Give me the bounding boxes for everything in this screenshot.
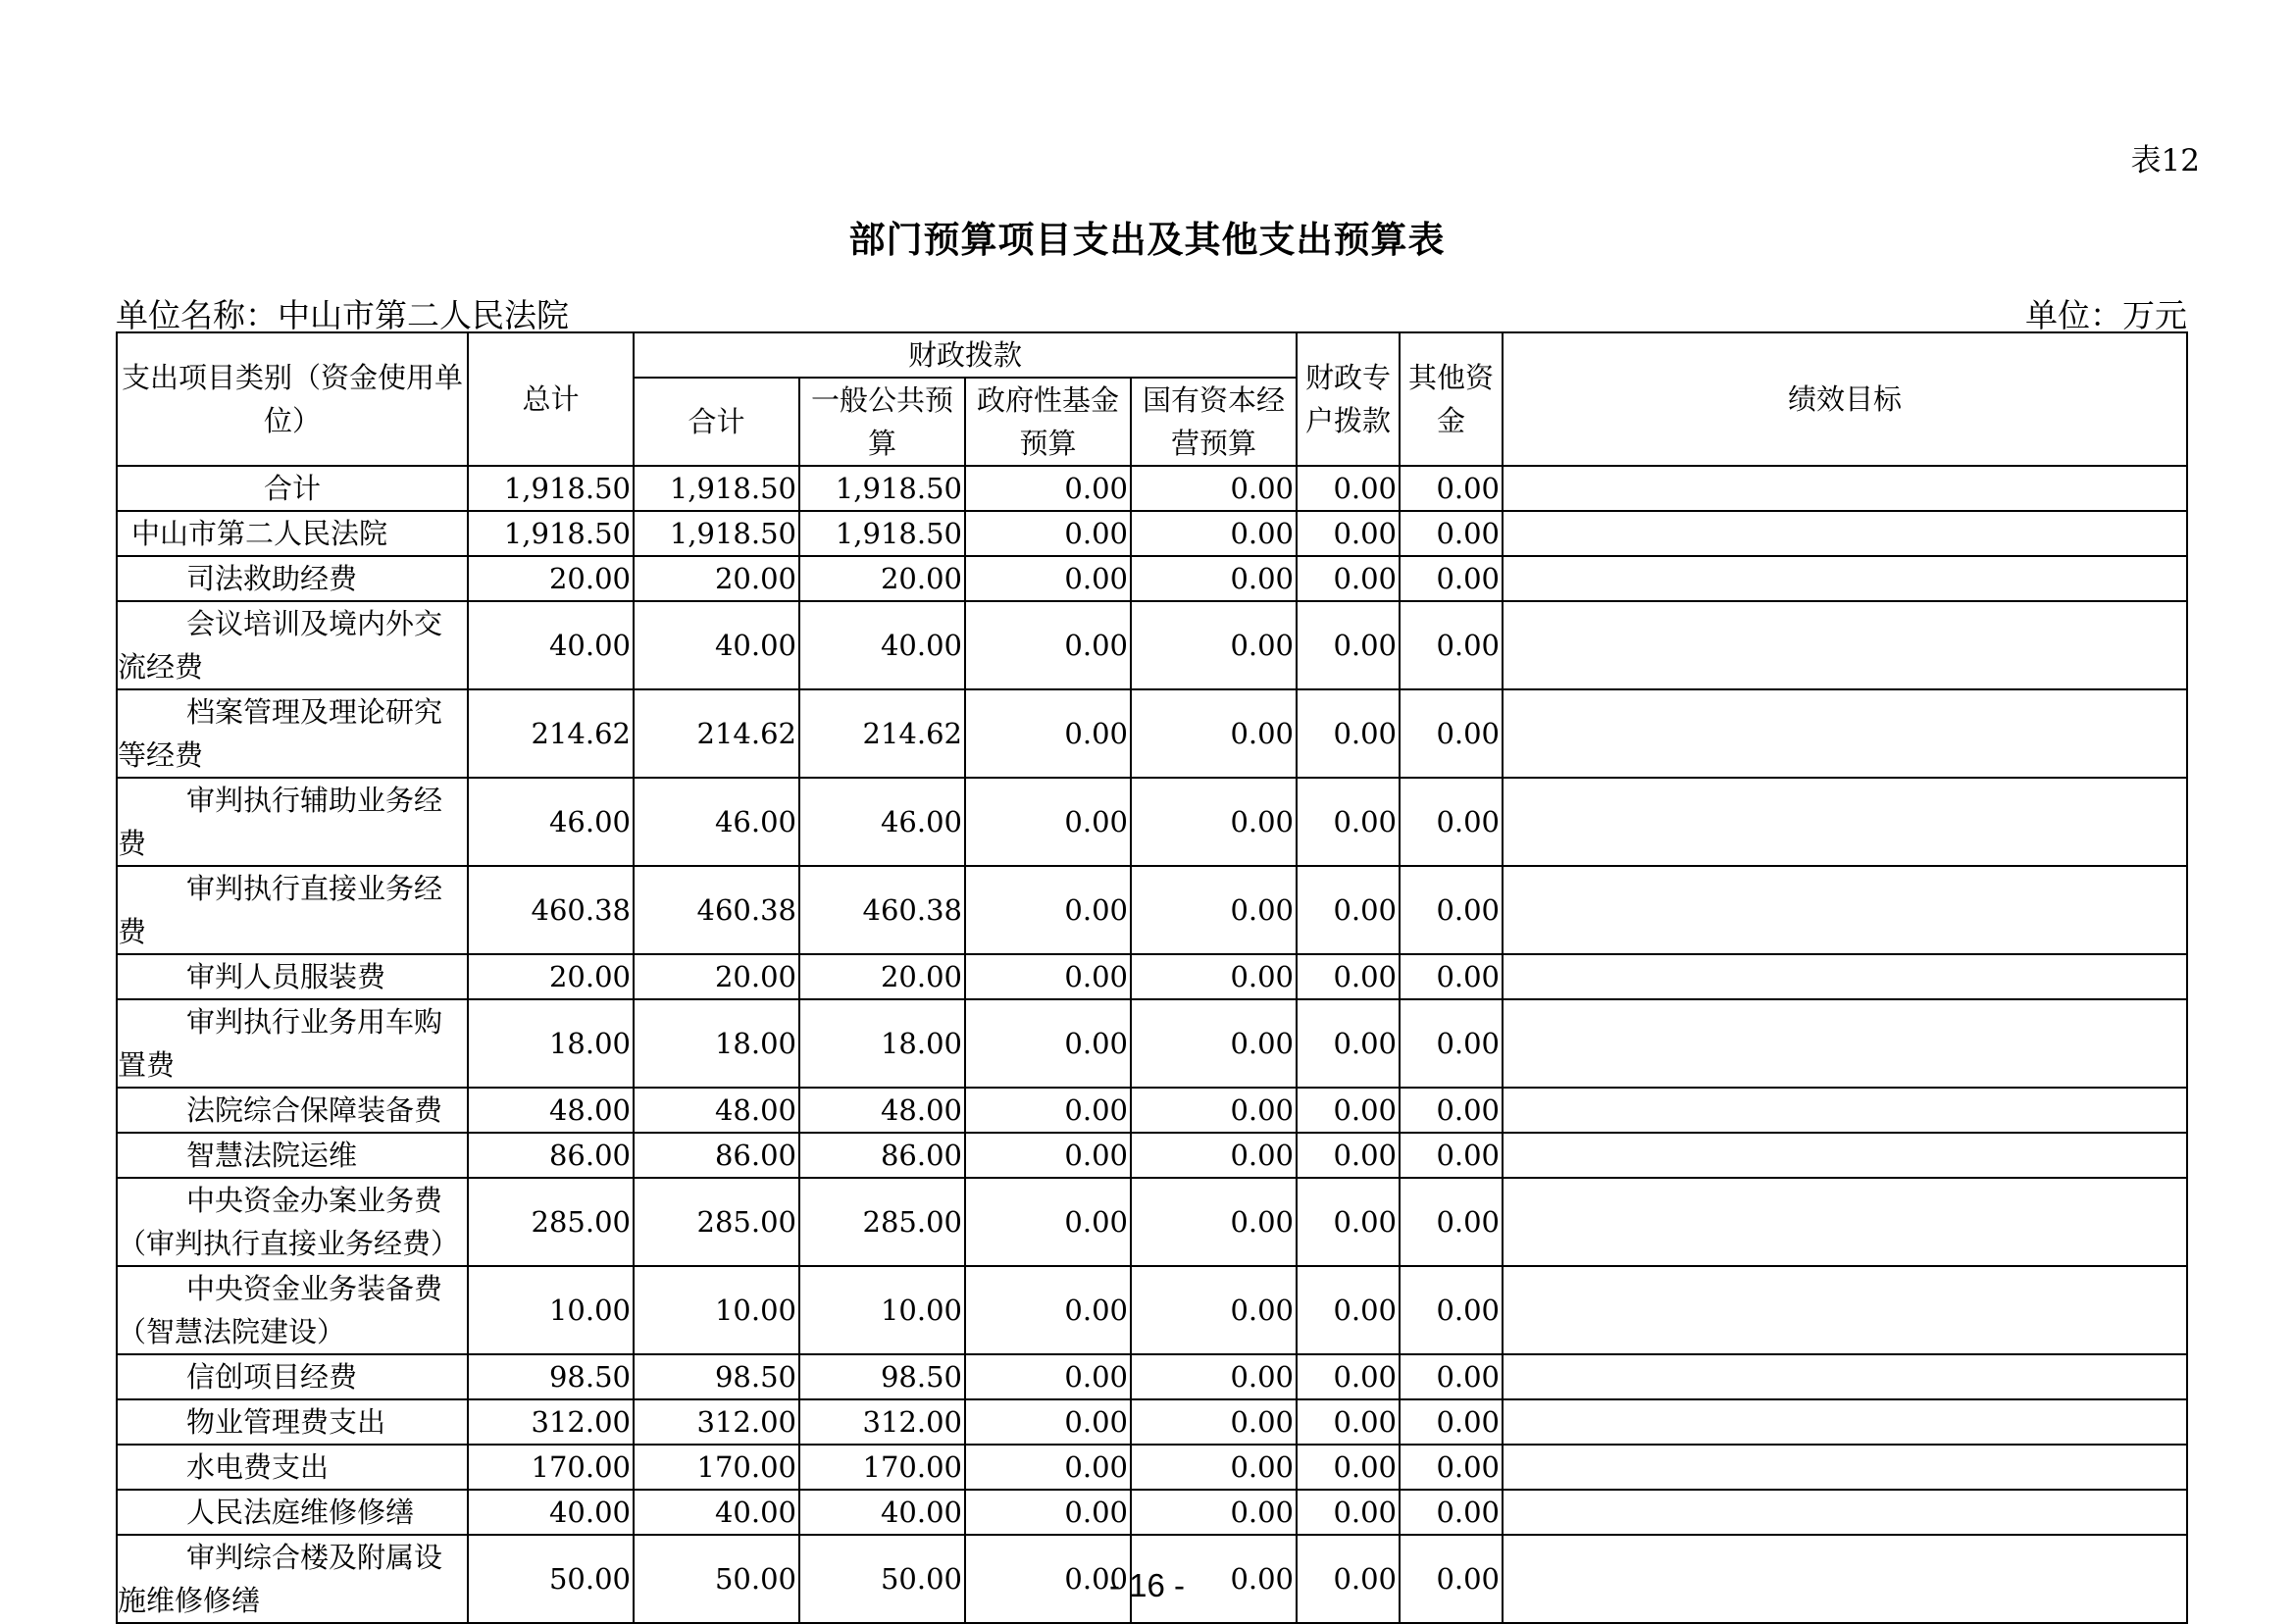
cell-general: 18.00	[799, 999, 965, 1088]
cell-capital: 0.00	[1131, 999, 1297, 1088]
cell-total: 20.00	[468, 954, 634, 999]
cell-performance-goal	[1503, 466, 2187, 511]
cell-capital: 0.00	[1131, 1490, 1297, 1535]
table-row	[117, 866, 2187, 954]
cell-sum: 40.00	[634, 601, 799, 689]
cell-general: 285.00	[799, 1178, 965, 1266]
cell-total: 460.38	[468, 866, 634, 954]
row-category-name: 水电费支出	[117, 1445, 468, 1490]
header-general-budget: 一般公共预算	[799, 378, 965, 466]
cell-general: 86.00	[799, 1133, 965, 1178]
cell-total: 98.50	[468, 1354, 634, 1399]
cell-general: 170.00	[799, 1445, 965, 1490]
cell-total: 170.00	[468, 1445, 634, 1490]
table-row	[117, 1178, 2187, 1266]
cell-special: 0.00	[1297, 1133, 1400, 1178]
cell-performance-goal	[1503, 1490, 2187, 1535]
cell-performance-goal	[1503, 511, 2187, 556]
cell-sum: 40.00	[634, 1490, 799, 1535]
cell-other: 0.00	[1400, 556, 1503, 601]
cell-sum: 20.00	[634, 556, 799, 601]
cell-total: 86.00	[468, 1133, 634, 1178]
cell-total: 1,918.50	[468, 466, 634, 511]
cell-sum: 18.00	[634, 999, 799, 1088]
cell-performance-goal	[1503, 689, 2187, 778]
row-category-name: 中央资金办案业务费（审判执行直接业务经费）	[117, 1178, 468, 1266]
cell-sum: 20.00	[634, 954, 799, 999]
table-row	[117, 689, 2187, 778]
cell-fund: 0.00	[965, 954, 1131, 999]
cell-capital: 0.00	[1131, 689, 1297, 778]
row-category-name: 物业管理费支出	[117, 1399, 468, 1445]
cell-general: 312.00	[799, 1399, 965, 1445]
cell-capital: 0.00	[1131, 954, 1297, 999]
cell-total: 214.62	[468, 689, 634, 778]
cell-sum: 86.00	[634, 1133, 799, 1178]
cell-capital: 0.00	[1131, 778, 1297, 866]
cell-performance-goal	[1503, 1178, 2187, 1266]
row-category-name: 合计	[117, 466, 468, 511]
cell-performance-goal	[1503, 556, 2187, 601]
cell-fund: 0.00	[965, 1535, 1131, 1623]
row-category-name: 人民法庭维修修缮	[117, 1490, 468, 1535]
cell-other: 0.00	[1400, 778, 1503, 866]
cell-fund: 0.00	[965, 866, 1131, 954]
cell-total: 18.00	[468, 999, 634, 1088]
header-state-capital: 国有资本经营预算	[1131, 378, 1297, 466]
row-category-name: 档案管理及理论研究等经费	[117, 689, 468, 778]
cell-general: 214.62	[799, 689, 965, 778]
cell-total: 285.00	[468, 1178, 634, 1266]
cell-sum: 50.00	[634, 1535, 799, 1623]
cell-performance-goal	[1503, 1266, 2187, 1354]
cell-sum: 46.00	[634, 778, 799, 866]
row-category-name: 中山市第二人民法院	[117, 511, 468, 556]
cell-sum: 460.38	[634, 866, 799, 954]
cell-general: 40.00	[799, 601, 965, 689]
cell-performance-goal	[1503, 954, 2187, 999]
cell-capital: 0.00	[1131, 1354, 1297, 1399]
cell-special: 0.00	[1297, 1178, 1400, 1266]
cell-general: 48.00	[799, 1088, 965, 1133]
cell-other: 0.00	[1400, 1088, 1503, 1133]
cell-capital: 0.00	[1131, 511, 1297, 556]
table-number: 表12	[2130, 143, 2200, 178]
cell-special: 0.00	[1297, 999, 1400, 1088]
cell-general: 50.00	[799, 1535, 965, 1623]
cell-general: 1,918.50	[799, 511, 965, 556]
table-row	[117, 1445, 2187, 1490]
cell-general: 10.00	[799, 1266, 965, 1354]
cell-other: 0.00	[1400, 511, 1503, 556]
cell-special: 0.00	[1297, 1399, 1400, 1445]
cell-sum: 98.50	[634, 1354, 799, 1399]
header-performance: 绩效目标	[1503, 332, 2187, 466]
cell-total: 10.00	[468, 1266, 634, 1354]
cell-performance-goal	[1503, 1088, 2187, 1133]
cell-sum: 214.62	[634, 689, 799, 778]
cell-capital: 0.00	[1131, 1266, 1297, 1354]
cell-other: 0.00	[1400, 1535, 1503, 1623]
table-row	[117, 511, 2187, 556]
cell-sum: 170.00	[634, 1445, 799, 1490]
cell-other: 0.00	[1400, 1178, 1503, 1266]
row-category-name: 审判执行辅助业务经费	[117, 778, 468, 866]
row-category-name: 审判人员服装费	[117, 954, 468, 999]
cell-total: 40.00	[468, 601, 634, 689]
cell-performance-goal	[1503, 999, 2187, 1088]
cell-other: 0.00	[1400, 1133, 1503, 1178]
cell-capital: 0.00	[1131, 1088, 1297, 1133]
cell-fund: 0.00	[965, 466, 1131, 511]
cell-special: 0.00	[1297, 1535, 1400, 1623]
cell-special: 0.00	[1297, 1354, 1400, 1399]
table-row	[117, 601, 2187, 689]
header-special-account: 财政专户拨款	[1297, 332, 1400, 466]
cell-special: 0.00	[1297, 954, 1400, 999]
header-total: 总计	[468, 332, 634, 466]
cell-total: 1,918.50	[468, 511, 634, 556]
page-title: 部门预算项目支出及其他支出预算表	[848, 218, 1446, 261]
cell-other: 0.00	[1400, 999, 1503, 1088]
table-row	[117, 954, 2187, 999]
cell-capital: 0.00	[1131, 1133, 1297, 1178]
cell-fund: 0.00	[965, 556, 1131, 601]
cell-fund: 0.00	[965, 1399, 1131, 1445]
cell-performance-goal	[1503, 1354, 2187, 1399]
row-category-name: 中央资金业务装备费（智慧法院建设）	[117, 1266, 468, 1354]
table-body	[117, 466, 2187, 1623]
cell-performance-goal	[1503, 778, 2187, 866]
cell-other: 0.00	[1400, 689, 1503, 778]
cell-fund: 0.00	[965, 1178, 1131, 1266]
cell-other: 0.00	[1400, 1354, 1503, 1399]
cell-fund: 0.00	[965, 778, 1131, 866]
cell-total: 46.00	[468, 778, 634, 866]
cell-other: 0.00	[1400, 1266, 1503, 1354]
cell-performance-goal	[1503, 866, 2187, 954]
cell-fund: 0.00	[965, 1266, 1131, 1354]
cell-special: 0.00	[1297, 1445, 1400, 1490]
cell-general: 46.00	[799, 778, 965, 866]
cell-capital: 0.00	[1131, 556, 1297, 601]
row-category-name: 智慧法院运维	[117, 1133, 468, 1178]
cell-special: 0.00	[1297, 601, 1400, 689]
cell-special: 0.00	[1297, 556, 1400, 601]
cell-other: 0.00	[1400, 954, 1503, 999]
cell-sum: 1,918.50	[634, 511, 799, 556]
currency-unit-label: 单位：万元	[2025, 296, 2187, 334]
cell-capital: 0.00	[1131, 1399, 1297, 1445]
table-row	[117, 778, 2187, 866]
cell-other: 0.00	[1400, 466, 1503, 511]
cell-performance-goal	[1503, 1133, 2187, 1178]
page-number: - 16 -	[1108, 1567, 1186, 1603]
header-category: 支出项目类别（资金使用单位）	[117, 332, 468, 466]
cell-general: 1,918.50	[799, 466, 965, 511]
cell-other: 0.00	[1400, 1399, 1503, 1445]
table-row	[117, 556, 2187, 601]
cell-special: 0.00	[1297, 511, 1400, 556]
cell-capital: 0.00	[1131, 1178, 1297, 1266]
cell-general: 20.00	[799, 556, 965, 601]
cell-sum: 10.00	[634, 1266, 799, 1354]
header-fiscal-group: 财政拨款	[634, 332, 1297, 378]
table-row	[117, 1088, 2187, 1133]
row-category-name: 审判执行直接业务经费	[117, 866, 468, 954]
header-fund-budget: 政府性基金预算	[965, 378, 1131, 466]
table-row	[117, 999, 2187, 1088]
header-fiscal-sum: 合计	[634, 378, 799, 466]
row-category-name: 审判执行业务用车购置费	[117, 999, 468, 1088]
cell-fund: 0.00	[965, 601, 1131, 689]
cell-sum: 1,918.50	[634, 466, 799, 511]
cell-capital: 0.00	[1131, 1535, 1297, 1623]
cell-general: 98.50	[799, 1354, 965, 1399]
cell-capital: 0.00	[1131, 601, 1297, 689]
cell-total: 48.00	[468, 1088, 634, 1133]
cell-fund: 0.00	[965, 1354, 1131, 1399]
cell-fund: 0.00	[965, 1445, 1131, 1490]
cell-total: 312.00	[468, 1399, 634, 1445]
cell-special: 0.00	[1297, 689, 1400, 778]
table-row	[117, 1490, 2187, 1535]
cell-sum: 312.00	[634, 1399, 799, 1445]
cell-performance-goal	[1503, 1399, 2187, 1445]
cell-general: 20.00	[799, 954, 965, 999]
cell-fund: 0.00	[965, 1133, 1131, 1178]
cell-other: 0.00	[1400, 601, 1503, 689]
row-category-name: 审判综合楼及附属设施维修修缮	[117, 1535, 468, 1623]
cell-sum: 285.00	[634, 1178, 799, 1266]
cell-fund: 0.00	[965, 689, 1131, 778]
cell-special: 0.00	[1297, 466, 1400, 511]
cell-capital: 0.00	[1131, 466, 1297, 511]
cell-total: 40.00	[468, 1490, 634, 1535]
unit-name-label: 单位名称：中山市第二人民法院	[116, 296, 569, 334]
cell-total: 20.00	[468, 556, 634, 601]
cell-other: 0.00	[1400, 1445, 1503, 1490]
cell-capital: 0.00	[1131, 1445, 1297, 1490]
cell-special: 0.00	[1297, 866, 1400, 954]
cell-special: 0.00	[1297, 778, 1400, 866]
table-row	[117, 1399, 2187, 1445]
table-row	[117, 1354, 2187, 1399]
table-row	[117, 1266, 2187, 1354]
row-category-name: 法院综合保障装备费	[117, 1088, 468, 1133]
cell-other: 0.00	[1400, 1490, 1503, 1535]
row-category-name: 司法救助经费	[117, 556, 468, 601]
cell-special: 0.00	[1297, 1490, 1400, 1535]
cell-fund: 0.00	[965, 1088, 1131, 1133]
cell-performance-goal	[1503, 1445, 2187, 1490]
cell-sum: 48.00	[634, 1088, 799, 1133]
cell-capital: 0.00	[1131, 866, 1297, 954]
table-row	[117, 1133, 2187, 1178]
cell-special: 0.00	[1297, 1088, 1400, 1133]
header-other-funds: 其他资金	[1400, 332, 1503, 466]
row-category-name: 信创项目经费	[117, 1354, 468, 1399]
cell-general: 460.38	[799, 866, 965, 954]
cell-other: 0.00	[1400, 866, 1503, 954]
cell-fund: 0.00	[965, 511, 1131, 556]
cell-special: 0.00	[1297, 1266, 1400, 1354]
cell-general: 40.00	[799, 1490, 965, 1535]
cell-total: 50.00	[468, 1535, 634, 1623]
table-header	[117, 332, 2187, 466]
budget-table	[116, 331, 2188, 1624]
cell-fund: 0.00	[965, 999, 1131, 1088]
cell-performance-goal	[1503, 601, 2187, 689]
cell-fund: 0.00	[965, 1490, 1131, 1535]
table-row	[117, 466, 2187, 511]
row-category-name: 会议培训及境内外交流经费	[117, 601, 468, 689]
